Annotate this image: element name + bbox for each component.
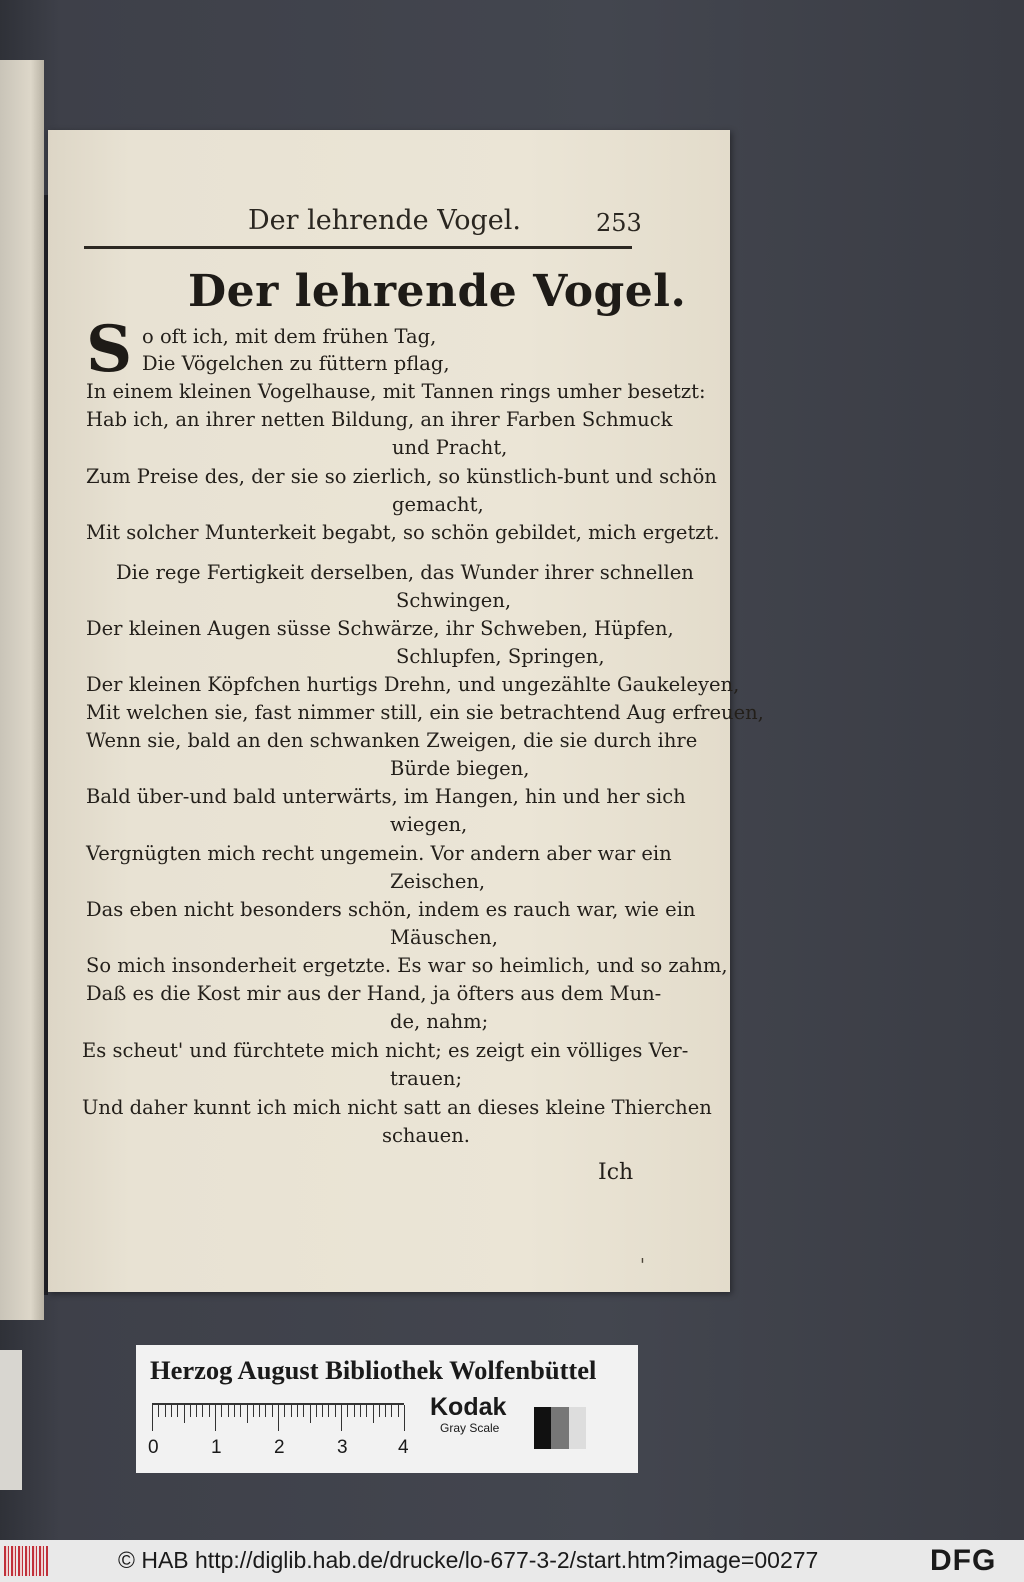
running-head: Der lehrende Vogel. [248, 205, 521, 236]
ruler-tick [240, 1405, 241, 1417]
drop-cap: S [86, 312, 133, 387]
gray-scale-label: Gray Scale [440, 1421, 500, 1435]
ruler-tick [404, 1405, 405, 1431]
text-line: In einem kleinen Vogelhause, mit Tannen rings umher besetzt: [86, 380, 706, 403]
poem-title: Der lehrende Vogel. [188, 266, 687, 317]
ruler-tick [373, 1405, 374, 1423]
spine-label [0, 1350, 22, 1490]
library-name: Herzog August Bibliothek Wolfenbüttel [150, 1355, 597, 1385]
ruler-tick [303, 1405, 304, 1417]
text-line: Zum Preise des, der sie so zierlich, so künstlich-bunt und schön [86, 465, 717, 488]
footer-bar [0, 1540, 1024, 1582]
text-line: Und daher kunnt ich mich nicht satt an dieses kleine Thierchen [82, 1096, 712, 1119]
text-line: Mit solcher Munterkeit begabt, so schön gebildet, mich ergetzt. [86, 521, 720, 544]
text-line: Der kleinen Köpfchen hurtigs Drehn, und ungezählte Gaukeleyen, [86, 673, 740, 696]
ruler-tick [398, 1405, 399, 1417]
text-line: schauen. [382, 1124, 470, 1147]
ruler-tick [328, 1405, 329, 1417]
ruler-tick [284, 1405, 285, 1417]
ruler-tick [316, 1405, 317, 1417]
ruler-tick [297, 1405, 298, 1417]
ruler-tick [247, 1405, 248, 1423]
ruler-tick [228, 1405, 229, 1417]
ruler-number: 4 [398, 1437, 409, 1458]
ruler-tick [158, 1405, 159, 1417]
kodak-logo: Kodak [430, 1393, 507, 1421]
text-line: Vergnügten mich recht ungemein. Vor andern aber war ein [86, 842, 672, 865]
text-line: wiegen, [390, 813, 468, 836]
ruler-tick [335, 1405, 336, 1417]
ruler-tick [196, 1405, 197, 1417]
ruler-tick [379, 1405, 380, 1417]
page-number: 253 [596, 209, 642, 237]
scale-ruler [148, 1403, 406, 1429]
text-line: und Pracht, [392, 436, 508, 459]
ruler-tick [152, 1405, 153, 1431]
ruler-tick [190, 1405, 191, 1417]
text-line: Schwingen, [396, 589, 512, 612]
page-mark: ' [640, 1255, 645, 1276]
ruler-tick [341, 1405, 342, 1431]
text-line: Hab ich, an ihrer netten Bildung, an ihrer Farben Schmuck [86, 408, 673, 431]
ruler-tick [360, 1405, 361, 1417]
swatch-light [569, 1407, 586, 1449]
ruler-tick [259, 1405, 260, 1417]
previous-page-edge [0, 60, 44, 1320]
text-line: gemacht, [392, 493, 484, 516]
text-line: Mit welchen sie, fast nimmer still, ein sie betrachtend Aug erfreuen, [86, 701, 764, 724]
text-line: Zeischen, [390, 870, 486, 893]
ruler-tick [202, 1405, 203, 1417]
header-rule [84, 246, 632, 249]
ruler-tick [215, 1405, 216, 1431]
ruler-tick [184, 1405, 185, 1423]
ruler-tick [291, 1405, 292, 1417]
text-line: Es scheut' und fürchtete mich nicht; es zeigt ein völliges Ver- [82, 1039, 689, 1062]
catchword: Ich [598, 1160, 634, 1185]
ruler-tick [310, 1405, 311, 1423]
ruler-tick [234, 1405, 235, 1417]
ruler-tick [391, 1405, 392, 1417]
text-line: Wenn sie, bald an den schwanken Zweigen, die sie durch ihre [86, 729, 698, 752]
text-line: Mäuschen, [390, 926, 498, 949]
ruler-tick [265, 1405, 266, 1417]
ruler-tick [165, 1405, 166, 1417]
text-line: Bald über-und bald unterwärts, im Hangen, hin und her sich [86, 785, 686, 808]
ruler-tick [347, 1405, 348, 1417]
dfg-logo: DFG [930, 1544, 997, 1577]
ruler-tick [366, 1405, 367, 1417]
ruler-tick [272, 1405, 273, 1417]
text-line: So mich insonderheit ergetzte. Es war so heimlich, und so zahm, [86, 954, 728, 977]
ruler-tick [177, 1405, 178, 1417]
text-line: Die rege Fertigkeit derselben, das Wunder ihrer schnellen [116, 561, 694, 584]
text-line: Das eben nicht besonders schön, indem es rauch war, wie ein [86, 898, 696, 921]
text-line: Der kleinen Augen süsse Schwärze, ihr Schweben, Hüpfen, [86, 617, 674, 640]
text-line: Die Vögelchen zu füttern pflag, [142, 352, 450, 375]
ruler-tick [278, 1405, 279, 1431]
ruler-tick [354, 1405, 355, 1417]
gray-swatches [534, 1407, 586, 1449]
ruler-number: 2 [274, 1437, 285, 1458]
copyright-url[interactable]: © HAB http://diglib.hab.de/drucke/lo-677-3-2/start.htm?image=00277 [118, 1547, 819, 1573]
ruler-tick [171, 1405, 172, 1417]
text-line: trauen; [390, 1067, 463, 1090]
text-line: Daß es die Kost mir aus der Hand, ja öfters aus dem Mun- [86, 982, 662, 1005]
hab-logo-icon [4, 1546, 48, 1576]
ruler-tick [253, 1405, 254, 1417]
ruler-number: 3 [337, 1437, 348, 1458]
ruler-tick [209, 1405, 210, 1417]
text-line: de, nahm; [390, 1010, 489, 1033]
color-target-card [136, 1345, 638, 1473]
ruler-tick [385, 1405, 386, 1417]
text-line: o oft ich, mit dem frühen Tag, [142, 325, 437, 348]
ruler-number: 0 [148, 1437, 159, 1458]
text-line: Schlupfen, Springen, [396, 645, 605, 668]
swatch-gray [551, 1407, 568, 1449]
text-line: Bürde biegen, [390, 757, 530, 780]
ruler-number: 1 [211, 1437, 222, 1458]
ruler-tick [322, 1405, 323, 1417]
ruler-tick [221, 1405, 222, 1417]
swatch-black [534, 1407, 551, 1449]
